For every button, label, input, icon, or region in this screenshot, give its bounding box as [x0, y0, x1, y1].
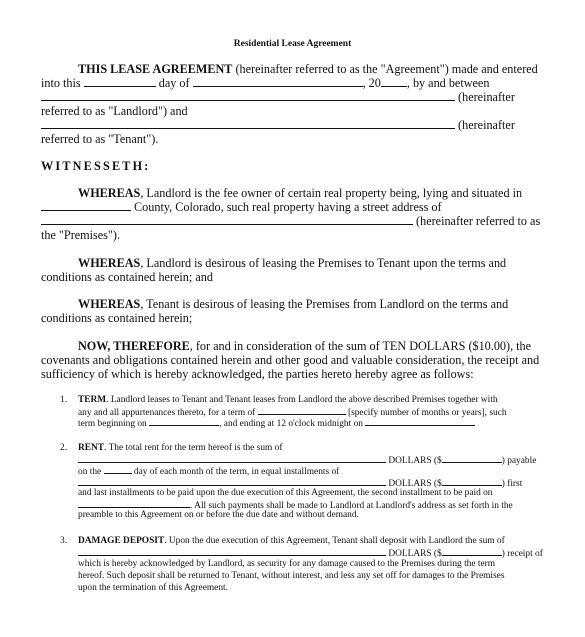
total-rent-amount-blank[interactable] [442, 454, 502, 463]
section1-text-3b: , and ending at 12 o'clock midnight on [219, 419, 363, 429]
whereas1-text-3: (hereinafter referred to as [416, 214, 541, 228]
section2-text-6: . All such payments shall be made to Landlord at Landlord's address as set forth in the [190, 501, 513, 511]
term-length-blank[interactable] [258, 406, 346, 415]
year-prefix-text: , 20 [362, 76, 381, 90]
landlord-name-blank[interactable] [41, 90, 455, 101]
section2-first: ) first [501, 479, 523, 489]
section2-dollars-2: DOLLARS ($ [388, 479, 442, 489]
whereas3-line-2: conditions as contained herein; [41, 311, 193, 325]
now-therefore-text-1: , for and in consideration of the sum of TEN DOLLARS ($10.00), the [189, 339, 532, 353]
section1-line-1 [78, 395, 498, 406]
section3-dollars: DOLLARS ($ [388, 549, 442, 559]
hereinafter-text-2: (hereinafter [458, 118, 515, 132]
section1-text-1: . Landlord leases to Tenant and Tenant leases from Landlord the above described Premises together with [106, 395, 498, 405]
street-address-blank[interactable] [41, 214, 413, 225]
whereas1-text-1: , Landlord is the fee owner of certain real property being, lying and situated in [140, 186, 523, 200]
intro-line-2 [41, 76, 489, 90]
section3-line-1 [78, 536, 505, 547]
now-therefore-line-2: covenants and obligations contained herein and other good and valuable consideration, the receipt and [41, 353, 540, 367]
tenant-name-blank[interactable] [41, 118, 455, 129]
intro-lead: THIS LEASE AGREEMENT [78, 62, 233, 76]
section2-payable: ) payable [501, 456, 537, 466]
section3-text-1: . Upon the due execution of this Agreement, Tenant shall deposit with Landlord the sum of [164, 536, 505, 546]
section2-on-the: on the [78, 467, 102, 477]
year-blank[interactable] [381, 76, 407, 87]
deposit-amount-blank[interactable] [442, 547, 502, 556]
county-blank[interactable] [41, 200, 131, 211]
day-of-text: day of [158, 76, 190, 90]
intro-line-3 [41, 90, 515, 104]
whereas1-line-3 [41, 214, 540, 228]
section1-text-2a: any and all appurtenances thereto, for a term of [78, 408, 256, 418]
section2-text-1: . The total rent for the term hereof is the sum of [104, 443, 283, 453]
section1-text-3a: term beginning on [78, 419, 147, 429]
now-therefore-line-1 [78, 339, 531, 353]
section3-line-3: which is hereby acknowledged by Landlord, as security for any damage caused to the Premises during the term [78, 559, 496, 569]
whereas1-lead: WHEREAS [78, 186, 141, 200]
intro-line-5 [41, 118, 515, 132]
installment-amount-blank[interactable] [442, 477, 502, 486]
section2-text-3: day of each month of the term, in equal installments of [133, 467, 340, 477]
section1-heading: TERM [78, 395, 107, 405]
intro-line-6: referred to as "Tenant"). [41, 132, 159, 146]
deposit-words-blank[interactable] [78, 547, 386, 556]
section3-line-5: upon the termination of this Agreement. [78, 583, 228, 593]
section3-receipt: ) receipt of [501, 549, 543, 559]
section3-heading: DAMAGE DEPOSIT [78, 536, 165, 546]
section3-line-4: hereof. Such deposit shall be returned to Tenant, without interest, and less any set off for damages to the Premises [78, 571, 505, 581]
intro-rest: (hereinafter referred to as the "Agreement") made and entered [232, 62, 538, 76]
whereas3-lead: WHEREAS [78, 297, 141, 311]
witnesseth-heading: WITNESSETH: [41, 159, 151, 173]
section2-line-7: preamble to this Agreement on or before the due date and without demand. [78, 510, 359, 520]
section2-dollars-1: DOLLARS ($ [388, 456, 442, 466]
section2-heading: RENT [78, 443, 105, 453]
section1-number: 1. [60, 395, 68, 405]
intro-line-4: referred to as "Landlord") and [41, 104, 188, 118]
whereas2-line-1 [78, 256, 506, 270]
second-installment-date-blank[interactable] [78, 499, 190, 508]
section2-line-1 [78, 443, 282, 454]
payment-day-blank[interactable] [104, 465, 132, 474]
whereas1-line-4: the "Premises"). [41, 228, 120, 242]
by-and-between-text: , by and between [406, 76, 490, 90]
hereinafter-text-1: (hereinafter [458, 90, 515, 104]
section1-line-3 [78, 417, 475, 430]
now-therefore-line-3: sufficiency of which is hereby acknowledged, the parties hereto hereby agree as follows: [41, 367, 474, 381]
whereas1-line-2 [41, 200, 442, 214]
whereas3-text-1: , Tenant is desirous of leasing the Premises from Landlord on the terms and [140, 297, 509, 311]
day-blank[interactable] [84, 76, 156, 87]
now-therefore-lead: NOW, THEREFORE [78, 339, 190, 353]
whereas1-text-2: County, Colorado, such real property having a street address of [134, 200, 442, 214]
section2-number: 2. [60, 443, 68, 453]
document-title: Residential Lease Agreement [233, 39, 352, 49]
section1-text-2b: [specify number of months or years], such [347, 408, 507, 418]
whereas2-text-1: , Landlord is desirous of leasing the Premises to Tenant upon the terms and [140, 256, 507, 270]
section2-line-5: and last installments to be paid upon the due execution of this Agreement, the second installment to be paid on [78, 488, 493, 498]
section3-number: 3. [60, 536, 68, 546]
whereas3-line-1 [78, 297, 508, 311]
month-blank[interactable] [193, 76, 363, 87]
whereas2-lead: WHEREAS [78, 256, 141, 270]
installment-words-blank[interactable] [78, 477, 386, 486]
whereas2-line-2: conditions as contained herein; and [41, 270, 213, 284]
into-this-text: into this [41, 76, 81, 90]
whereas1-line-1 [78, 186, 522, 200]
term-end-blank[interactable] [365, 417, 475, 426]
intro-line-1 [78, 62, 538, 76]
term-start-blank[interactable] [149, 417, 219, 426]
total-rent-words-blank[interactable] [78, 454, 386, 463]
